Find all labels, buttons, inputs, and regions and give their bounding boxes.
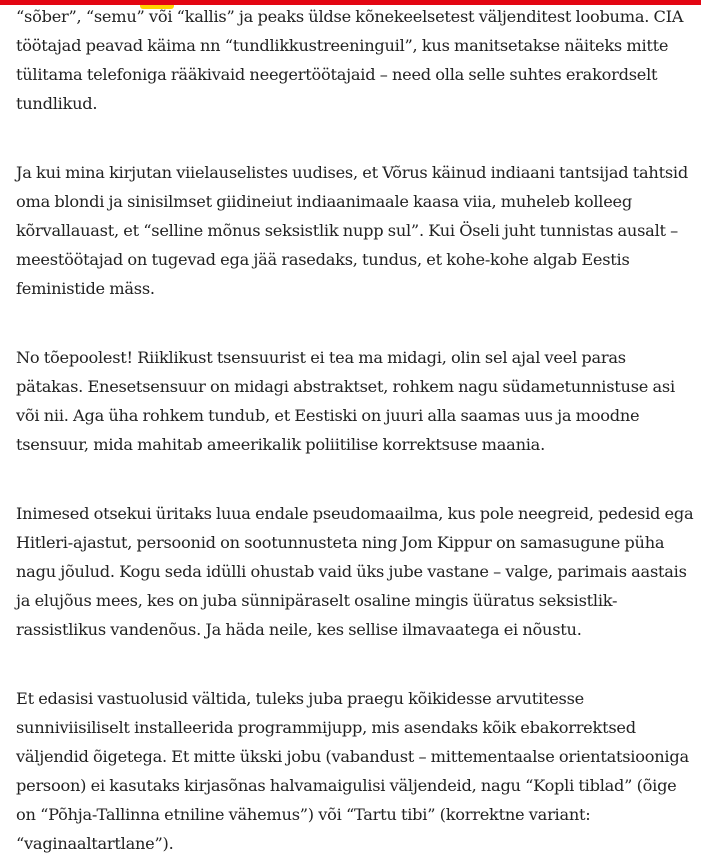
article-paragraph: “sõber”, “semu” või “kallis” ja peaks üldse kõnekeelsetest väljenditest loobuma. CIA töötajad peavad käima nn “tundlikkustreeninguil”, kus manitsetakse näiteks mitte tülitama telefoniga rääkivaid neegertöötajaid – need olla selle suhtes erakordselt tundlikud.: [16, 7, 684, 113]
article-body: [16, 2, 694, 856]
site-header-bar: [0, 0, 701, 5]
article-paragraph: Et edasisi vastuolusid vältida, tuleks juba praegu kõikidesse arvutitesse sunniviisiliselt installeerida programmijupp, mis asendaks kõik ebakorrektsed väljendid õigetega. Et mitte ükski jobu (vabandust – mittementaalse orientatsiooniga persoon) ei kasutaks kirjasõnas halvamaigulisi väljendeid, nagu “Kopli tiblad” (õige on “Põhja-Tallinna etniline vähemus”) või “Tartu tibi” (korrektne variant: “vaginaaltartlane”).: [16, 689, 689, 853]
article-paragraph: No tõepoolest! Riiklikust tsensuurist ei tea ma midagi, olin sel ajal veel paras pätakas. Enesetsensuur on midagi abstraktset, rohkem nagu südametunnistuse asi või nii. Aga üha rohkem tundub, et Eestiski on juuri alla saamas uus ja moodne tsensuur, mida mahitab ameerikalik poliitilise korrektsuse maania.: [16, 348, 675, 454]
article-paragraph: Inimesed otsekui üritaks luua endale pseudomaailma, kus pole neegreid, pedesid ega Hitleri-ajastut, persoonid on sootunnusteta ning Jom Kippur on samasugune püha nagu jõulud. Kogu seda idülli ohustab vaid üks jube vastane – valge, parimais aastais ja elujõus mees, kes on juba sünnipäraselt osaline mingis üüratus seksistlik-rassistlikus vandenõus. Ja häda neile, kes sellise ilmavaatega ei nõustu.: [16, 504, 694, 639]
article-paragraph: Ja kui mina kirjutan viielauselistes uudises, et Võrus käinud indiaani tantsijad tahtsid oma blondi ja sinisilmset giidineiut indiaanimaale kaasa viia, muheleb kolleeg kõrvallauast, et “selline mõnus seksistlik nupp sul”. Kui Öseli juht tunnistas ausalt – meestöötajad on tugevad ega jää rasedaks, tundus, et kohe-kohe algab Eestis feministide mäss.: [16, 163, 688, 298]
